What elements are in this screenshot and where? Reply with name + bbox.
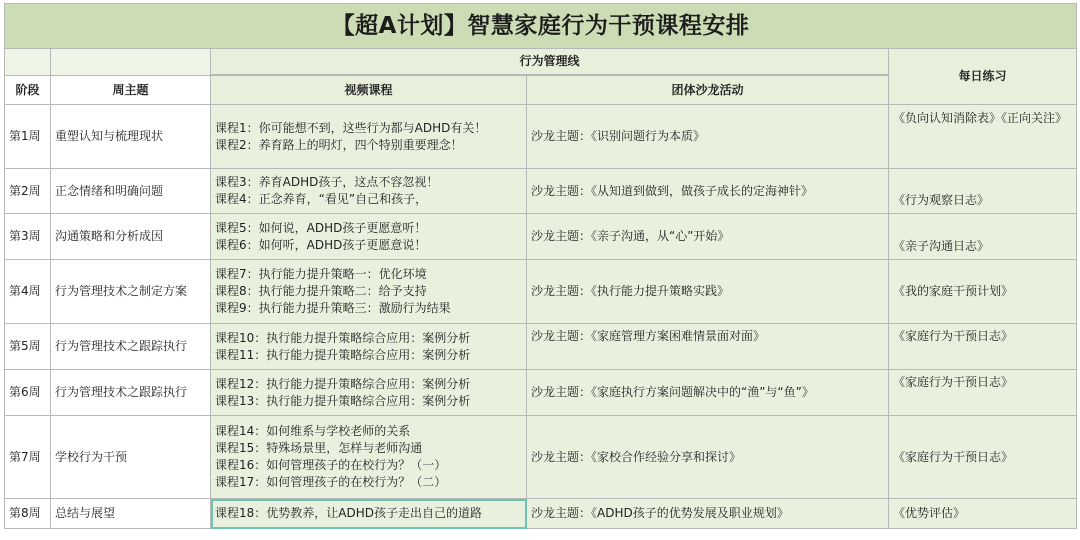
- theme-cell[interactable]: 正念情绪和明确问题: [51, 169, 211, 214]
- daily-practice-cell[interactable]: 《亲子沟通日志》: [889, 214, 1077, 260]
- table-row: [5, 324, 1077, 370]
- video-course-cell[interactable]: [211, 260, 527, 324]
- video-course-cell-selected[interactable]: [211, 499, 527, 529]
- daily-practice-cell[interactable]: 《负向认知消除表》《正向关注》: [889, 105, 1077, 169]
- theme-cell[interactable]: 总结与展望: [51, 499, 211, 529]
- salon-cell[interactable]: 沙龙主题：《从知道到做到，做孩子成长的定海神针》: [527, 169, 889, 214]
- theme-cell[interactable]: 沟通策略和分析成因: [51, 214, 211, 260]
- week-cell[interactable]: 第6周: [5, 370, 51, 416]
- video-course-cell[interactable]: [211, 370, 527, 416]
- course-line: 课程14：如何维系与学校老师的关系: [215, 424, 411, 438]
- table-row: [5, 105, 1077, 169]
- theme-cell[interactable]: 行为管理技术之制定方案: [51, 260, 211, 324]
- video-course-cell[interactable]: [211, 214, 527, 260]
- video-course-cell[interactable]: [211, 105, 527, 169]
- daily-practice-cell[interactable]: 《家庭行为干预日志》: [889, 370, 1077, 416]
- week-cell[interactable]: 第2周: [5, 169, 51, 214]
- course-line: 课程2：养育路上的明灯，四个特别重要理念！: [215, 137, 463, 152]
- week-cell[interactable]: 第1周: [5, 105, 51, 169]
- table-row: [5, 169, 1077, 214]
- course-line: 课程16：如何管理孩子的在校行为？（一）: [215, 458, 447, 472]
- header-group-salon[interactable]: 团体沙龙活动: [527, 76, 889, 105]
- course-line: 课程10：执行能力提升策略综合应用：案例分析: [215, 330, 471, 345]
- theme-cell[interactable]: 行为管理技术之跟踪执行: [51, 324, 211, 370]
- theme-cell[interactable]: 重塑认知与梳理现状: [51, 105, 211, 169]
- video-course-cell[interactable]: [211, 169, 527, 214]
- theme-cell[interactable]: 行为管理技术之跟踪执行: [51, 370, 211, 416]
- daily-practice-cell[interactable]: 《行为观察日志》: [889, 169, 1077, 214]
- course-line: 课程7：执行能力提升策略一：优化环境: [215, 267, 427, 281]
- course-line: 课程15：特殊场景里，怎样与老师沟通: [215, 441, 423, 455]
- course-line: 课程8：执行能力提升策略二：给予支持: [215, 284, 427, 298]
- header-video-course[interactable]: 视频课程: [211, 76, 527, 105]
- header-blank-stage[interactable]: [5, 49, 51, 76]
- spreadsheet: [4, 3, 1076, 538]
- course-line: 课程6：如何听，ADHD孩子更愿意说！: [215, 237, 427, 252]
- salon-cell[interactable]: 沙龙主题：《识别问题行为本质》: [527, 105, 889, 169]
- table-row: [5, 260, 1077, 324]
- course-line: 课程9：执行能力提升策略三：激励行为结果: [215, 301, 451, 315]
- table-row: [5, 416, 1077, 499]
- course-line: 课程3：养育ADHD孩子，这点不容忽视！: [215, 175, 439, 189]
- salon-cell[interactable]: 沙龙主题：《家校合作经验分享和探讨》: [527, 416, 889, 499]
- header-stage[interactable]: 阶段: [5, 76, 51, 105]
- header-behavior-line[interactable]: 行为管理线: [211, 49, 889, 75]
- daily-practice-cell[interactable]: 《我的家庭干预计划》: [889, 260, 1077, 324]
- header-blank-theme[interactable]: [51, 49, 211, 76]
- salon-cell[interactable]: 沙龙主题：《ADHD孩子的优势发展及职业规划》: [527, 499, 889, 529]
- video-course-cell[interactable]: [211, 416, 527, 499]
- table-row: [5, 499, 1077, 529]
- week-cell[interactable]: 第3周: [5, 214, 51, 260]
- week-cell[interactable]: 第4周: [5, 260, 51, 324]
- table-row: [5, 214, 1077, 260]
- daily-practice-cell[interactable]: 《家庭行为干预日志》: [889, 416, 1077, 499]
- course-line: 课程17：如何管理孩子的在校行为？（二）: [215, 475, 447, 489]
- course-line: 课程4：正念养育，“看见”自己和孩子，: [215, 192, 428, 206]
- header-daily-practice[interactable]: 每日练习: [889, 49, 1077, 105]
- course-line: 课程1：你可能想不到，这些行为都与ADHD有关！: [215, 120, 487, 135]
- salon-cell[interactable]: 沙龙主题：《家庭执行方案问题解决中的“渔”与“鱼”》: [527, 370, 889, 416]
- sheet-title[interactable]: 【超A计划】智慧家庭行为干预课程安排: [5, 4, 1077, 49]
- salon-cell[interactable]: 沙龙主题：《执行能力提升策略实践》: [527, 260, 889, 324]
- video-course-cell[interactable]: [211, 324, 527, 370]
- daily-practice-cell[interactable]: 《优势评估》: [889, 499, 1077, 529]
- course-line: 课程18：优势教养，让ADHD孩子走出自己的道路: [215, 506, 482, 520]
- table-row: [5, 370, 1077, 416]
- theme-cell[interactable]: 学校行为干预: [51, 416, 211, 499]
- schedule-table: [4, 3, 1077, 529]
- week-cell[interactable]: 第8周: [5, 499, 51, 529]
- course-line: 课程5：如何说，ADHD孩子更愿意听！: [215, 220, 427, 235]
- week-cell[interactable]: 第5周: [5, 324, 51, 370]
- course-line: 课程11：执行能力提升策略综合应用：案例分析: [215, 347, 471, 362]
- daily-practice-cell[interactable]: 《家庭行为干预日志》: [889, 324, 1077, 370]
- course-line: 课程12：执行能力提升策略综合应用：案例分析: [215, 376, 471, 391]
- header-theme[interactable]: 周主题: [51, 76, 211, 105]
- salon-cell[interactable]: 沙龙主题：《家庭管理方案困难情景面对面》: [527, 324, 889, 370]
- week-cell[interactable]: 第7周: [5, 416, 51, 499]
- course-line: 课程13：执行能力提升策略综合应用：案例分析: [215, 393, 471, 408]
- salon-cell[interactable]: 沙龙主题：《亲子沟通，从“心”开始》: [527, 214, 889, 260]
